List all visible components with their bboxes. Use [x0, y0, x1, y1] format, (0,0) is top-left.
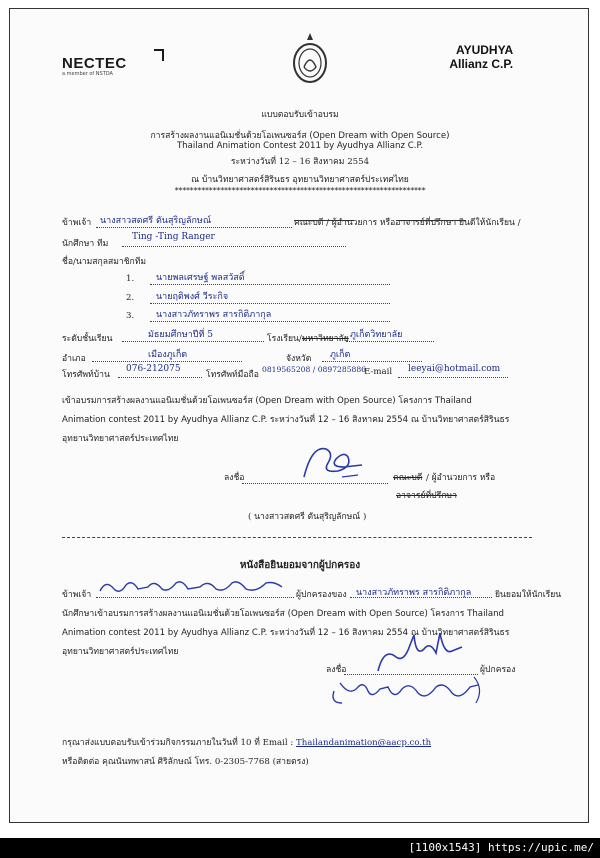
header-line-3: ระหว่างวันที่ 12 – 16 สิงหาคม 2554	[230, 157, 370, 167]
district-dotline	[92, 361, 242, 362]
form-title: แบบตอบรับเข้าอบรม	[261, 110, 339, 120]
ayudhya-wordmark: AYUDHYA	[456, 43, 514, 57]
contact-note: หรือติดต่อ คุณนันทพาสน์ ศิริลักษณ์ โทร. 0-2305-7768 (สายตรง)	[62, 757, 309, 767]
dean-strike: คณะบดี	[393, 473, 423, 483]
allianz-wordmark: Allianz C.P.	[449, 57, 514, 71]
guardian-label: ผู้ปกครอง	[480, 665, 516, 675]
parent-line-2: นักศึกษาเข้าอบรมการสร้างผลงานแอนิเมชั่นด้วยโอเพนซอร์ส (Open Dream with Open Source) โครงการ Thailand	[62, 609, 505, 619]
member-name[interactable]: นายฤติพงศ์ วีระกิจ	[156, 292, 229, 302]
member-name[interactable]: นายพลเศรษฐ์ พลสวัสดิ์	[156, 273, 245, 283]
member-name[interactable]: นางสาวภัทราพร สารกิติภากุล	[156, 310, 272, 320]
member-dotline	[150, 321, 390, 322]
parent-line-3: Animation contest 2011 by Ayudhya Allianz C.P. ระหว่างวันที่ 12 – 16 สิงหาคม 2554 ณ บ้านวิทยาศาสตร์สิรินธร	[62, 628, 510, 638]
header-line-1: การสร้างผลงานแอนิเมชั่นด้วยโอเพนซอร์ส (Open Dream with Open Source)	[150, 131, 450, 141]
parent-consent-title: หนังสือยินยอมจากผู้ปกครอง	[239, 560, 361, 571]
acceptance-line-1: เข้าอบรมการสร้างผลงานแอนิเมชั่นด้วยโอเพนซอร์ส (Open Dream with Open Source) โครงการ Thailand	[62, 396, 472, 406]
province-value[interactable]: ภูเก็ต	[330, 350, 351, 360]
team-value[interactable]: Ting -Ting Ranger	[132, 232, 215, 242]
level-dotline	[122, 341, 264, 342]
section-divider	[62, 537, 532, 538]
contact-email-link[interactable]: Thailandanimation@aacp.co.th	[296, 738, 432, 748]
district-label: อำเภอ	[62, 354, 86, 364]
team-dotline	[122, 246, 346, 247]
mobile-label: โทรศัพท์มือถือ	[206, 370, 259, 380]
member-dotline	[150, 303, 390, 304]
level-value[interactable]: มัธยมศึกษาปีที่ 5	[148, 330, 214, 340]
member-number: 1.	[126, 274, 135, 284]
star-divider: ******************************************************************	[174, 186, 426, 195]
parent-me-label: ข้าพเจ้า	[62, 590, 92, 600]
email-dotline	[398, 377, 508, 378]
guardian-signature	[370, 627, 470, 677]
mobile-value[interactable]: 0819565208 / 0897285886	[262, 365, 367, 374]
member-number: 3.	[126, 311, 135, 321]
role-text: คณะบดี / ผู้อำนวยการ หรืออาจารย์ที่ปรึกษา ยินดีให้นักเรียน /	[294, 218, 521, 228]
email-label: E-mail	[364, 367, 393, 377]
nectec-wordmark: NECTEC	[62, 55, 127, 72]
printed-name: ( นางสาวสดศรี ตันสุริญลักษณ์ )	[248, 512, 367, 522]
advisor-strike: อาจารย์ที่ปรึกษา	[396, 491, 457, 501]
me-dotline	[96, 227, 292, 228]
submission-note-text: กรุณาส่งแบบตอบรับเข้าร่วมกิจกรรมภายในวันที่ 10 ที่ Email :	[62, 738, 294, 748]
ayudhya-allianz-logo	[444, 43, 513, 71]
phone-value[interactable]: 076-212075	[126, 364, 181, 374]
nectec-tagline: a member of NSTDA	[62, 71, 113, 77]
guardian-of-label: ผู้ปกครองของ	[296, 590, 347, 600]
sign-label: ลงชื่อ	[224, 473, 245, 483]
watermark-bar	[0, 838, 600, 858]
team-label: นักศึกษา ทีม	[62, 239, 109, 249]
guardian-printed-name-handwritten	[328, 673, 488, 707]
royal-emblem-icon	[291, 31, 329, 89]
acceptance-line-2: Animation contest 2011 by Ayudhya Allianz C.P. ระหว่างวันที่ 12 – 16 สิงหาคม 2554 ณ บ้านวิทยาศาสตร์สิรินธร	[62, 415, 510, 425]
consent-tail: ยินยอมให้นักเรียน	[495, 590, 562, 600]
university-strike: มหาวิทยาลัย	[302, 334, 349, 344]
watermark-text: [1100x1543] https://upic.me/	[408, 841, 594, 854]
nectec-mark-icon	[154, 49, 164, 61]
province-dotline	[322, 361, 422, 362]
email-value[interactable]: leeyai@hotmail.com	[408, 364, 501, 374]
acceptance-line-3: อุทยานวิทยาศาสตร์ประเทศไทย	[62, 434, 179, 444]
member-dotline	[150, 284, 390, 285]
me-value[interactable]: นางสาวสดศรี ตันสุริญลักษณ์	[100, 216, 212, 226]
parent-handwritten-name	[96, 575, 296, 597]
level-label: ระดับชั้นเรียน	[62, 334, 113, 344]
advisor-signature	[298, 437, 370, 487]
parent-name-dotline	[96, 597, 294, 598]
members-label: ชื่อ/นามสกุลสมาชิกทีม	[62, 257, 147, 267]
role-strike-1	[294, 220, 354, 221]
school-dotline	[346, 341, 434, 342]
district-value[interactable]: เมืองภูเก็ต	[148, 350, 188, 360]
submission-note	[62, 735, 431, 749]
director-text: / ผู้อำนวยการ หรือ	[426, 473, 496, 483]
header-line-4: ณ บ้านวิทยาศาสตร์สิรินธร อุทยานวิทยาศาสตร์ประเทศไทย	[191, 175, 409, 185]
province-label: จังหวัด	[286, 354, 312, 364]
parent-line-4: อุทยานวิทยาศาสตร์ประเทศไทย	[62, 647, 179, 657]
child-name-value[interactable]: นางสาวภัทราพร สารกิติภากุล	[356, 588, 472, 598]
parent-sign-label: ลงชื่อ	[326, 665, 347, 675]
form-document	[9, 8, 589, 823]
phone-label: โทรศัพท์บ้าน	[62, 370, 110, 380]
child-name-dotline	[350, 597, 492, 598]
phone-dotline	[118, 377, 202, 378]
member-number: 2.	[126, 293, 135, 303]
school-value[interactable]: ภูเก็ตวิทยาลัย	[350, 330, 403, 340]
school-label: โรงเรียน/	[267, 334, 302, 344]
role-strike-2	[396, 220, 466, 221]
header-line-2: Thailand Animation Contest 2011 by Ayudhya Allianz C.P.	[176, 141, 424, 151]
nectec-logo	[62, 55, 127, 77]
me-label: ข้าพเจ้า	[62, 218, 92, 228]
